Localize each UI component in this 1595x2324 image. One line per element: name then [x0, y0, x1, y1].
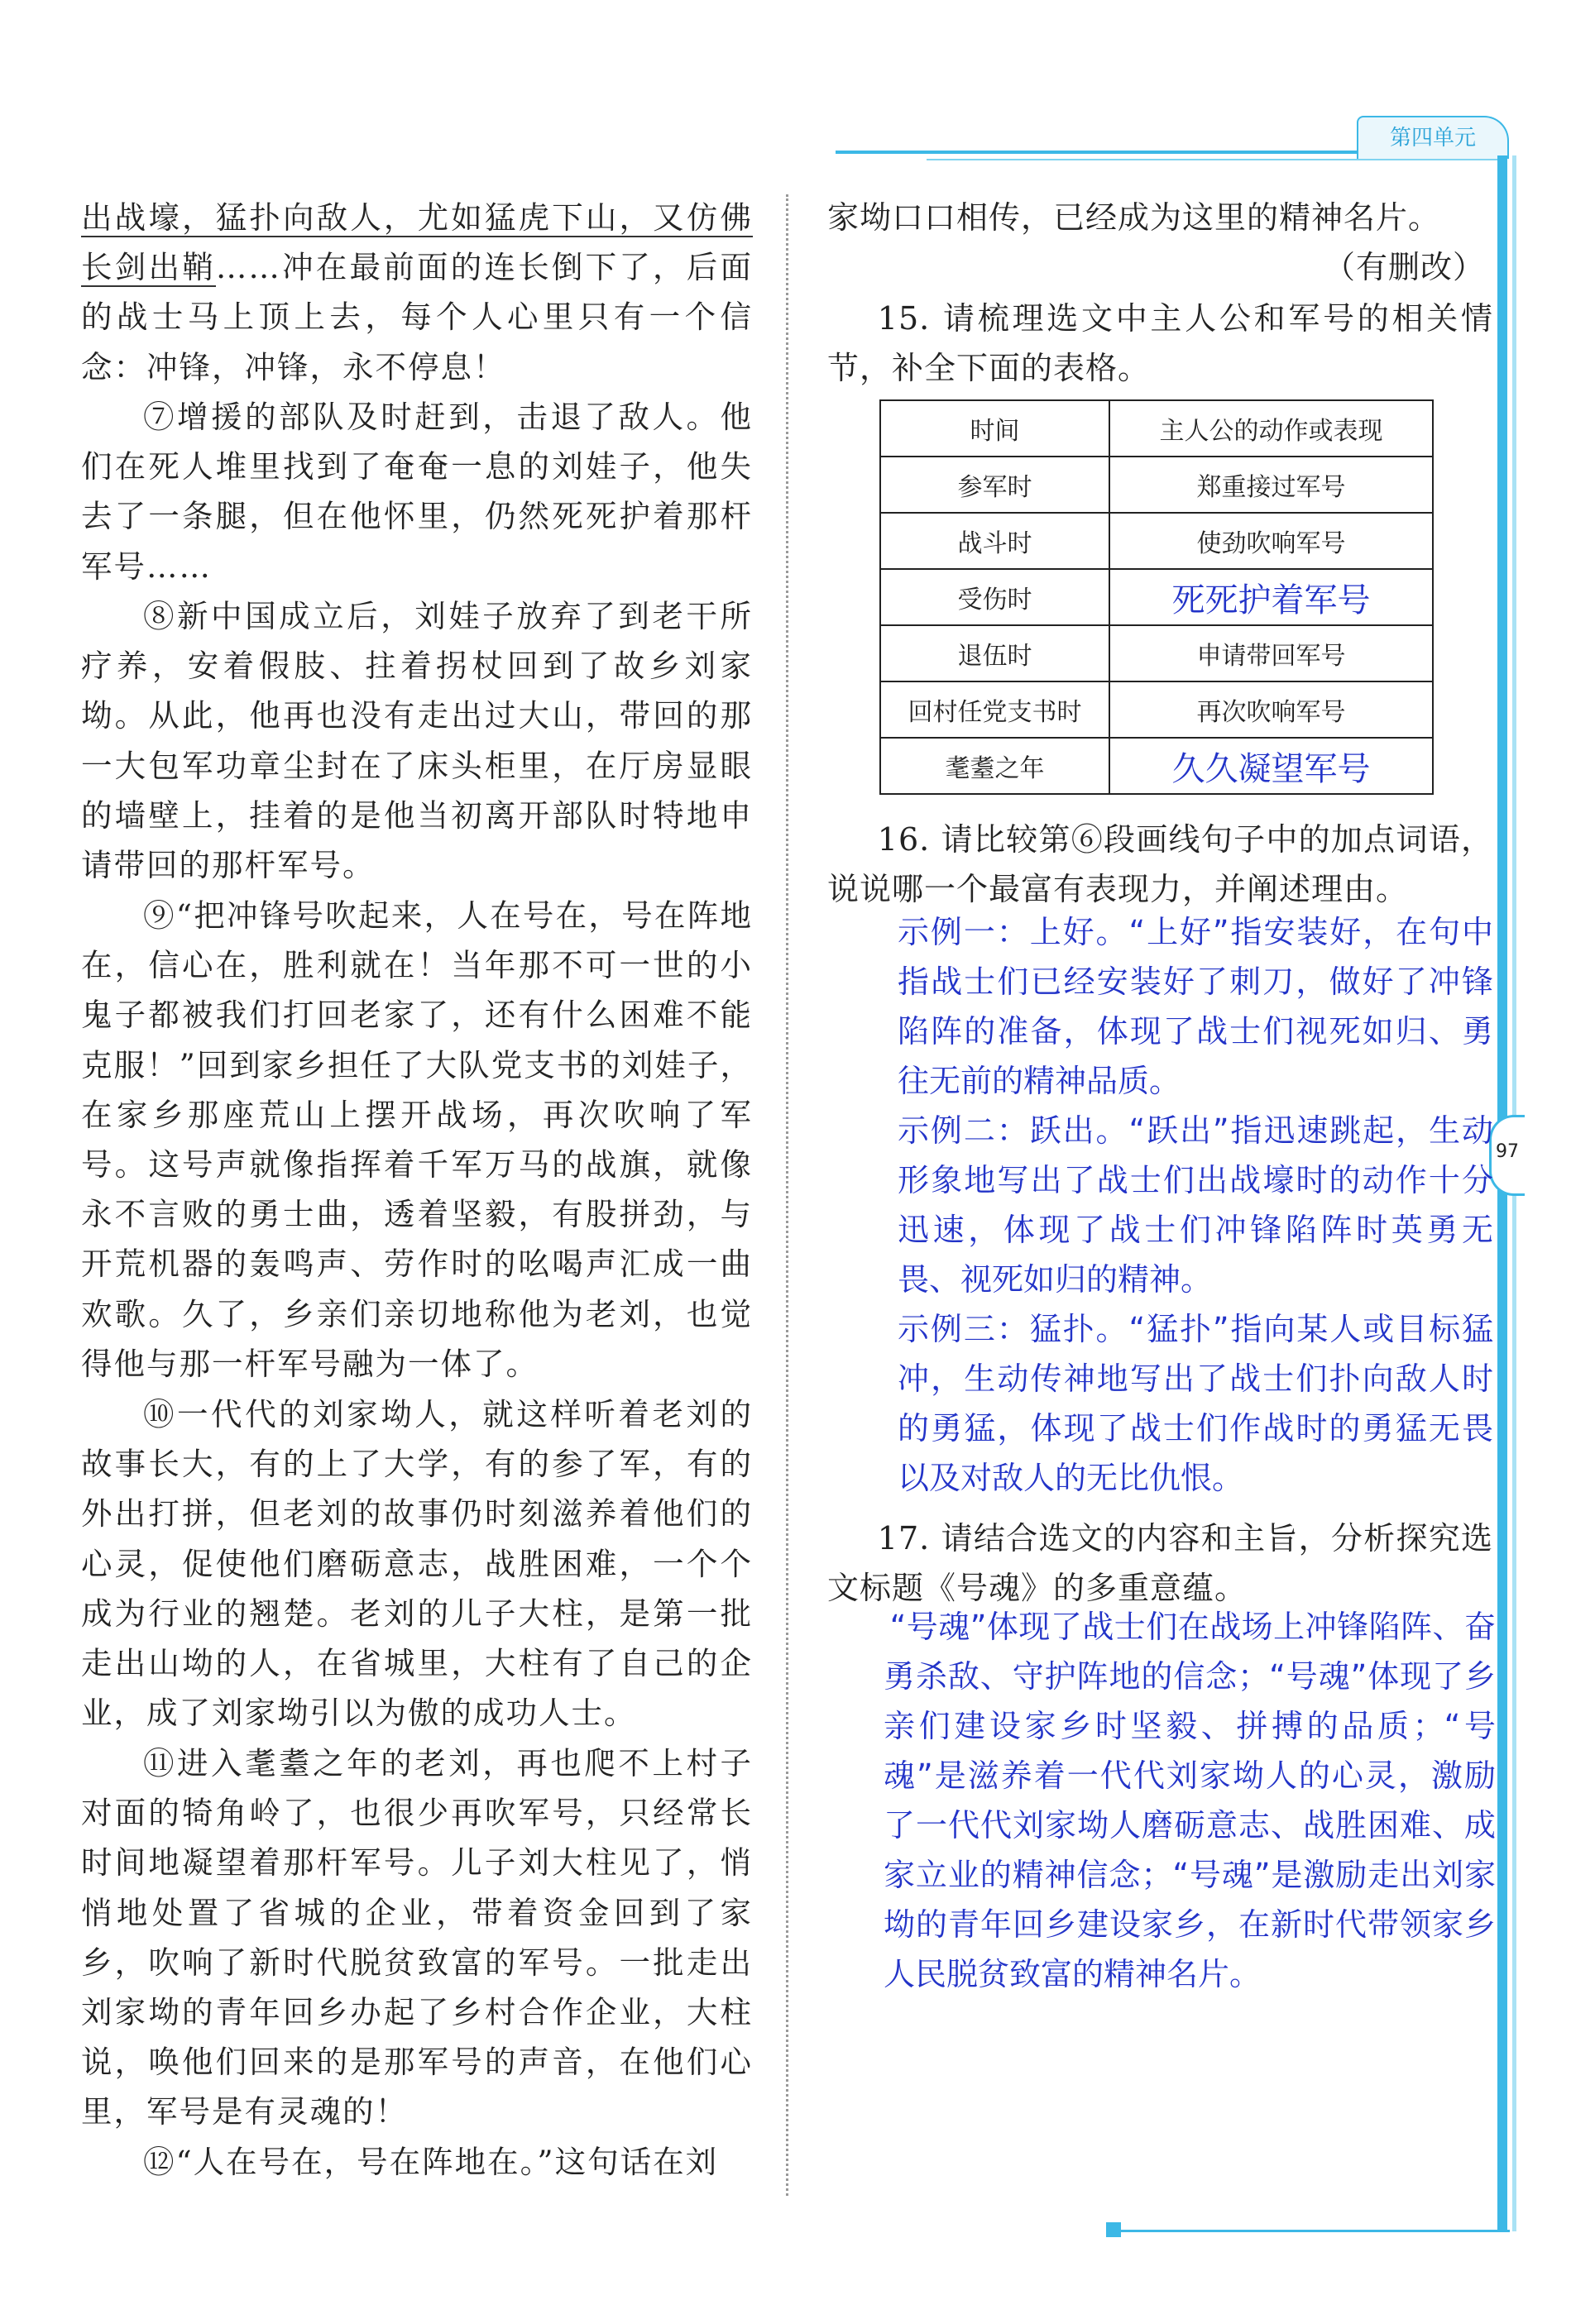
- header-rule-thin: [927, 159, 1506, 160]
- paragraph-6-rest: ……冲在最前面的连长倒下了，后面的战士马上顶上去，每个人心里只有一个信念：冲锋，冲锋，永不停息！: [81, 249, 754, 385]
- paragraph-12-end: 家坳口口相传，已经成为这里的精神名片。: [827, 199, 1441, 236]
- table-cell-time: 受伤时: [880, 569, 1109, 625]
- footer-square-icon: [1106, 2222, 1121, 2237]
- table-cell-time: 耄耋之年: [880, 738, 1109, 794]
- underlined-sentence-a: 出战壕，猛扑向敌人，尤如猛虎下山，又仿佛: [81, 199, 753, 236]
- question-15-table: [879, 399, 1434, 795]
- answer-17: “号魂”体现了战士们在战场上冲锋陷阵、奋勇杀敌、守护阵地的信念；“号魂”体现了乡亲们建设家乡时坚毅、拼搏的品质；“号魂”是滋养着一代代刘家坳人的心灵，激励了一代代刘家坳人磨砺意志、战胜困难、成家立业的精神信念；“号魂”是激励走出刘家坳的青年回乡建设家乡，在新时代带领家乡人民脱贫致富的精神名片。: [884, 1609, 1496, 1992]
- table-cell-time: 参军时: [880, 457, 1109, 513]
- question-17: 17. 请结合选文的内容和主旨，分析探究选文标题《号魂》的多重意蕴。: [827, 1520, 1493, 1606]
- unit-label: 第四单元: [1357, 116, 1509, 159]
- paragraph-10: ⑩一代代的刘家坳人，就这样听着老刘的故事长大，有的上了大学，有的参了军，有的外出打拼，但老刘的故事仍时刻滋养着他们的心灵，促使他们磨砺意志，战胜困难，一个个成为行业的翘楚。老刘的儿子大柱，是第一批走出山坳的人，在省城里，大柱有了自己的企业，成了刘家坳引以为傲的成功人士。: [81, 1396, 753, 1732]
- table-row: [880, 738, 1433, 794]
- table-cell-time: 回村任党支书时: [880, 681, 1109, 738]
- paragraph-8: ⑧新中国成立后，刘娃子放弃了到老干所疗养，安着假肢、拄着拐杖回到了故乡刘家坳。从此，他再也没有走出过大山，带回的那一大包军功章尘封在了床头柜里，在厅房显眼的墙壁上，挂着的是他当初离开部队时特地申请带回的那杆军号。: [81, 598, 753, 884]
- table-row: [880, 457, 1433, 513]
- table-header-row: [880, 400, 1433, 457]
- table-cell-answer: 久久凝望军号: [1109, 738, 1433, 794]
- table-cell-action: 再次吹响军号: [1109, 681, 1433, 738]
- table-row: [880, 513, 1433, 569]
- page-number: 97: [1496, 1141, 1519, 1162]
- answer-16-example-2: 示例二：跃出。“跃出”指迅速跳起，生动形象地写出了战士们出战壕时的动作十分迅速，体现了战士们冲锋陷阵时英勇无畏、视死如归的精神。: [898, 1112, 1493, 1298]
- paragraph-12-start: ⑫“人在号在，号在阵地在。”这句话在刘: [143, 2144, 719, 2180]
- paragraph-9: ⑨“把冲锋号吹起来，人在号在，号在阵地在，信心在，胜利就在！当年那不可一世的小鬼子都被我们打回老家了，还有什么困难不能克服！”回到家乡担任了大队党支书的刘娃子，在家乡那座荒山上摆开战场，再次吹响了军号。这号声就像指挥着千军万马的战旗，就像永不言败的勇士曲，透着坚毅，有股拼劲，与开荒机器的轰鸣声、劳作时的吆喝声汇成一曲欢歌。久了，乡亲们亲切地称他为老刘，也觉得他与那一杆军号融为一体了。: [81, 897, 753, 1382]
- table-row: [880, 625, 1433, 681]
- underlined-sentence-b: 长剑出鞘: [81, 249, 216, 286]
- column-divider: [786, 194, 788, 2196]
- table-cell-action: 郑重接过军号: [1109, 457, 1433, 513]
- source-note: （有删改）: [1323, 249, 1485, 285]
- table-row: [880, 681, 1433, 738]
- table-cell-action: 申请带回军号: [1109, 625, 1433, 681]
- table-header: 主人公的动作或表现: [1109, 400, 1433, 457]
- table-cell-action: 使劲吹响军号: [1109, 513, 1433, 569]
- answer-16-example-1: 示例一：上好。“上好”指安装好，在句中指战士们已经安装好了刺刀，做好了冲锋陷阵的准备，体现了战士们视死如归、勇往无前的精神品质。: [898, 914, 1493, 1099]
- table-row: [880, 569, 1433, 625]
- paragraph-6-end: [81, 193, 753, 392]
- table-cell-time: 退伍时: [880, 625, 1109, 681]
- table-header: 时间: [880, 400, 1109, 457]
- paragraph-11: ⑪进入耄耋之年的老刘，再也爬不上村子对面的犄角岭了，也很少再吹军号，只经常长时间地凝望着那杆军号。儿子刘大柱见了，悄悄地处置了省城的企业，带着资金回到了家乡，吹响了新时代脱贫致富的军号。一批走出刘家坳的青年回乡办起了乡村合作企业，大柱说，唤他们回来的是那军号的声音，在他们心里，军号是有灵魂的！: [81, 1745, 753, 2130]
- paragraph-7: ⑦增援的部队及时赶到，击退了敌人。他们在死人堆里找到了奄奄一息的刘娃子，他失去了一条腿，但在他怀里，仍然死死护着那杆军号……: [81, 399, 753, 585]
- footer-rule: [1113, 2230, 1510, 2232]
- table-cell-answer: 死死护着军号: [1109, 569, 1433, 625]
- question-15: 15. 请梳理选文中主人公和军号的相关情节，补全下面的表格。: [827, 300, 1493, 386]
- table-cell-time: 战斗时: [880, 513, 1109, 569]
- answer-16-example-3: 示例三：猛扑。“猛扑”指向某人或目标猛冲，生动传神地写出了战士们扑向敌人时的勇猛，体现了战士们作战时的勇猛无畏以及对敌人的无比仇恨。: [898, 1311, 1493, 1496]
- question-16: 16. 请比较第⑥段画线句子中的加点词语，说说哪一个最富有表现力，并阐述理由。: [827, 821, 1493, 907]
